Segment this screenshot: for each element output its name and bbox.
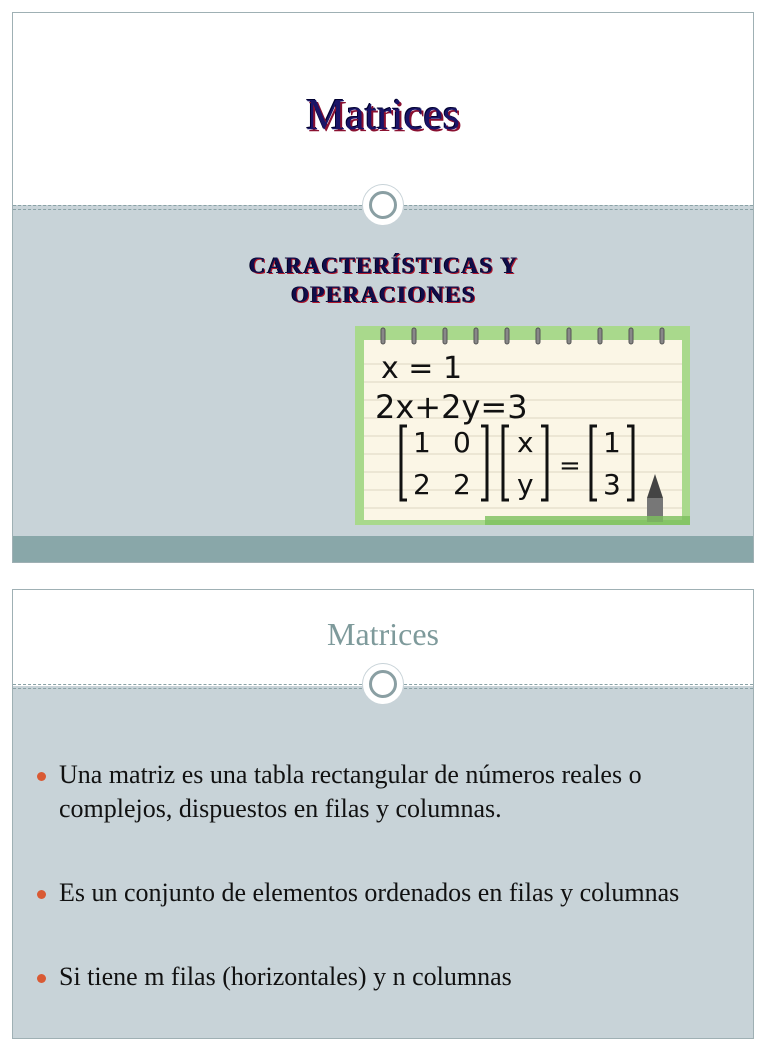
divider-ring-icon [363, 664, 403, 704]
notebook-illustration [355, 326, 690, 525]
equals-sign: = [559, 451, 581, 481]
slide-subtitle [13, 251, 754, 309]
vector-b-2: 3 [603, 468, 621, 501]
bullet-text: Si tiene m filas (horizontales) y n columnas [59, 962, 512, 991]
list-item [35, 758, 735, 826]
bullet-list [35, 758, 735, 1039]
bullet-icon [37, 772, 46, 781]
matrix-a-21: 2 [413, 468, 431, 501]
bullet-icon [37, 890, 46, 899]
content-slide [12, 589, 754, 1039]
equation-1: x = 1 [381, 351, 463, 386]
vector-b-1: 1 [603, 426, 621, 459]
slide-title: Matrices [306, 90, 460, 139]
slide-footer-bar [13, 536, 753, 562]
vector-x-2: y [517, 468, 534, 501]
vector-x-1: x [517, 426, 534, 459]
subtitle-line-2: OPERACIONES [291, 282, 477, 307]
bullet-text: Es un conjunto de elementos ordenados en filas y columnas [59, 878, 680, 907]
matrix-a-22: 2 [453, 468, 471, 501]
matrix-a-12: 0 [453, 426, 471, 459]
subtitle-line-1: CARACTERÍSTICAS Y [249, 253, 519, 278]
divider-ring-icon [363, 185, 403, 225]
equation-2: 2x+2y=3 [375, 388, 528, 426]
list-item [35, 876, 735, 910]
watermark-strip [485, 516, 690, 525]
slide-title: Matrices [327, 616, 439, 652]
slide-header [13, 13, 753, 205]
bullet-text: Una matriz es una tabla rectangular de números reales o complejos, dispuestos en filas y columnas. [59, 760, 642, 823]
bullet-icon [37, 974, 46, 983]
matrix-a-11: 1 [413, 426, 431, 459]
title-slide [12, 12, 754, 563]
list-item [35, 960, 735, 994]
